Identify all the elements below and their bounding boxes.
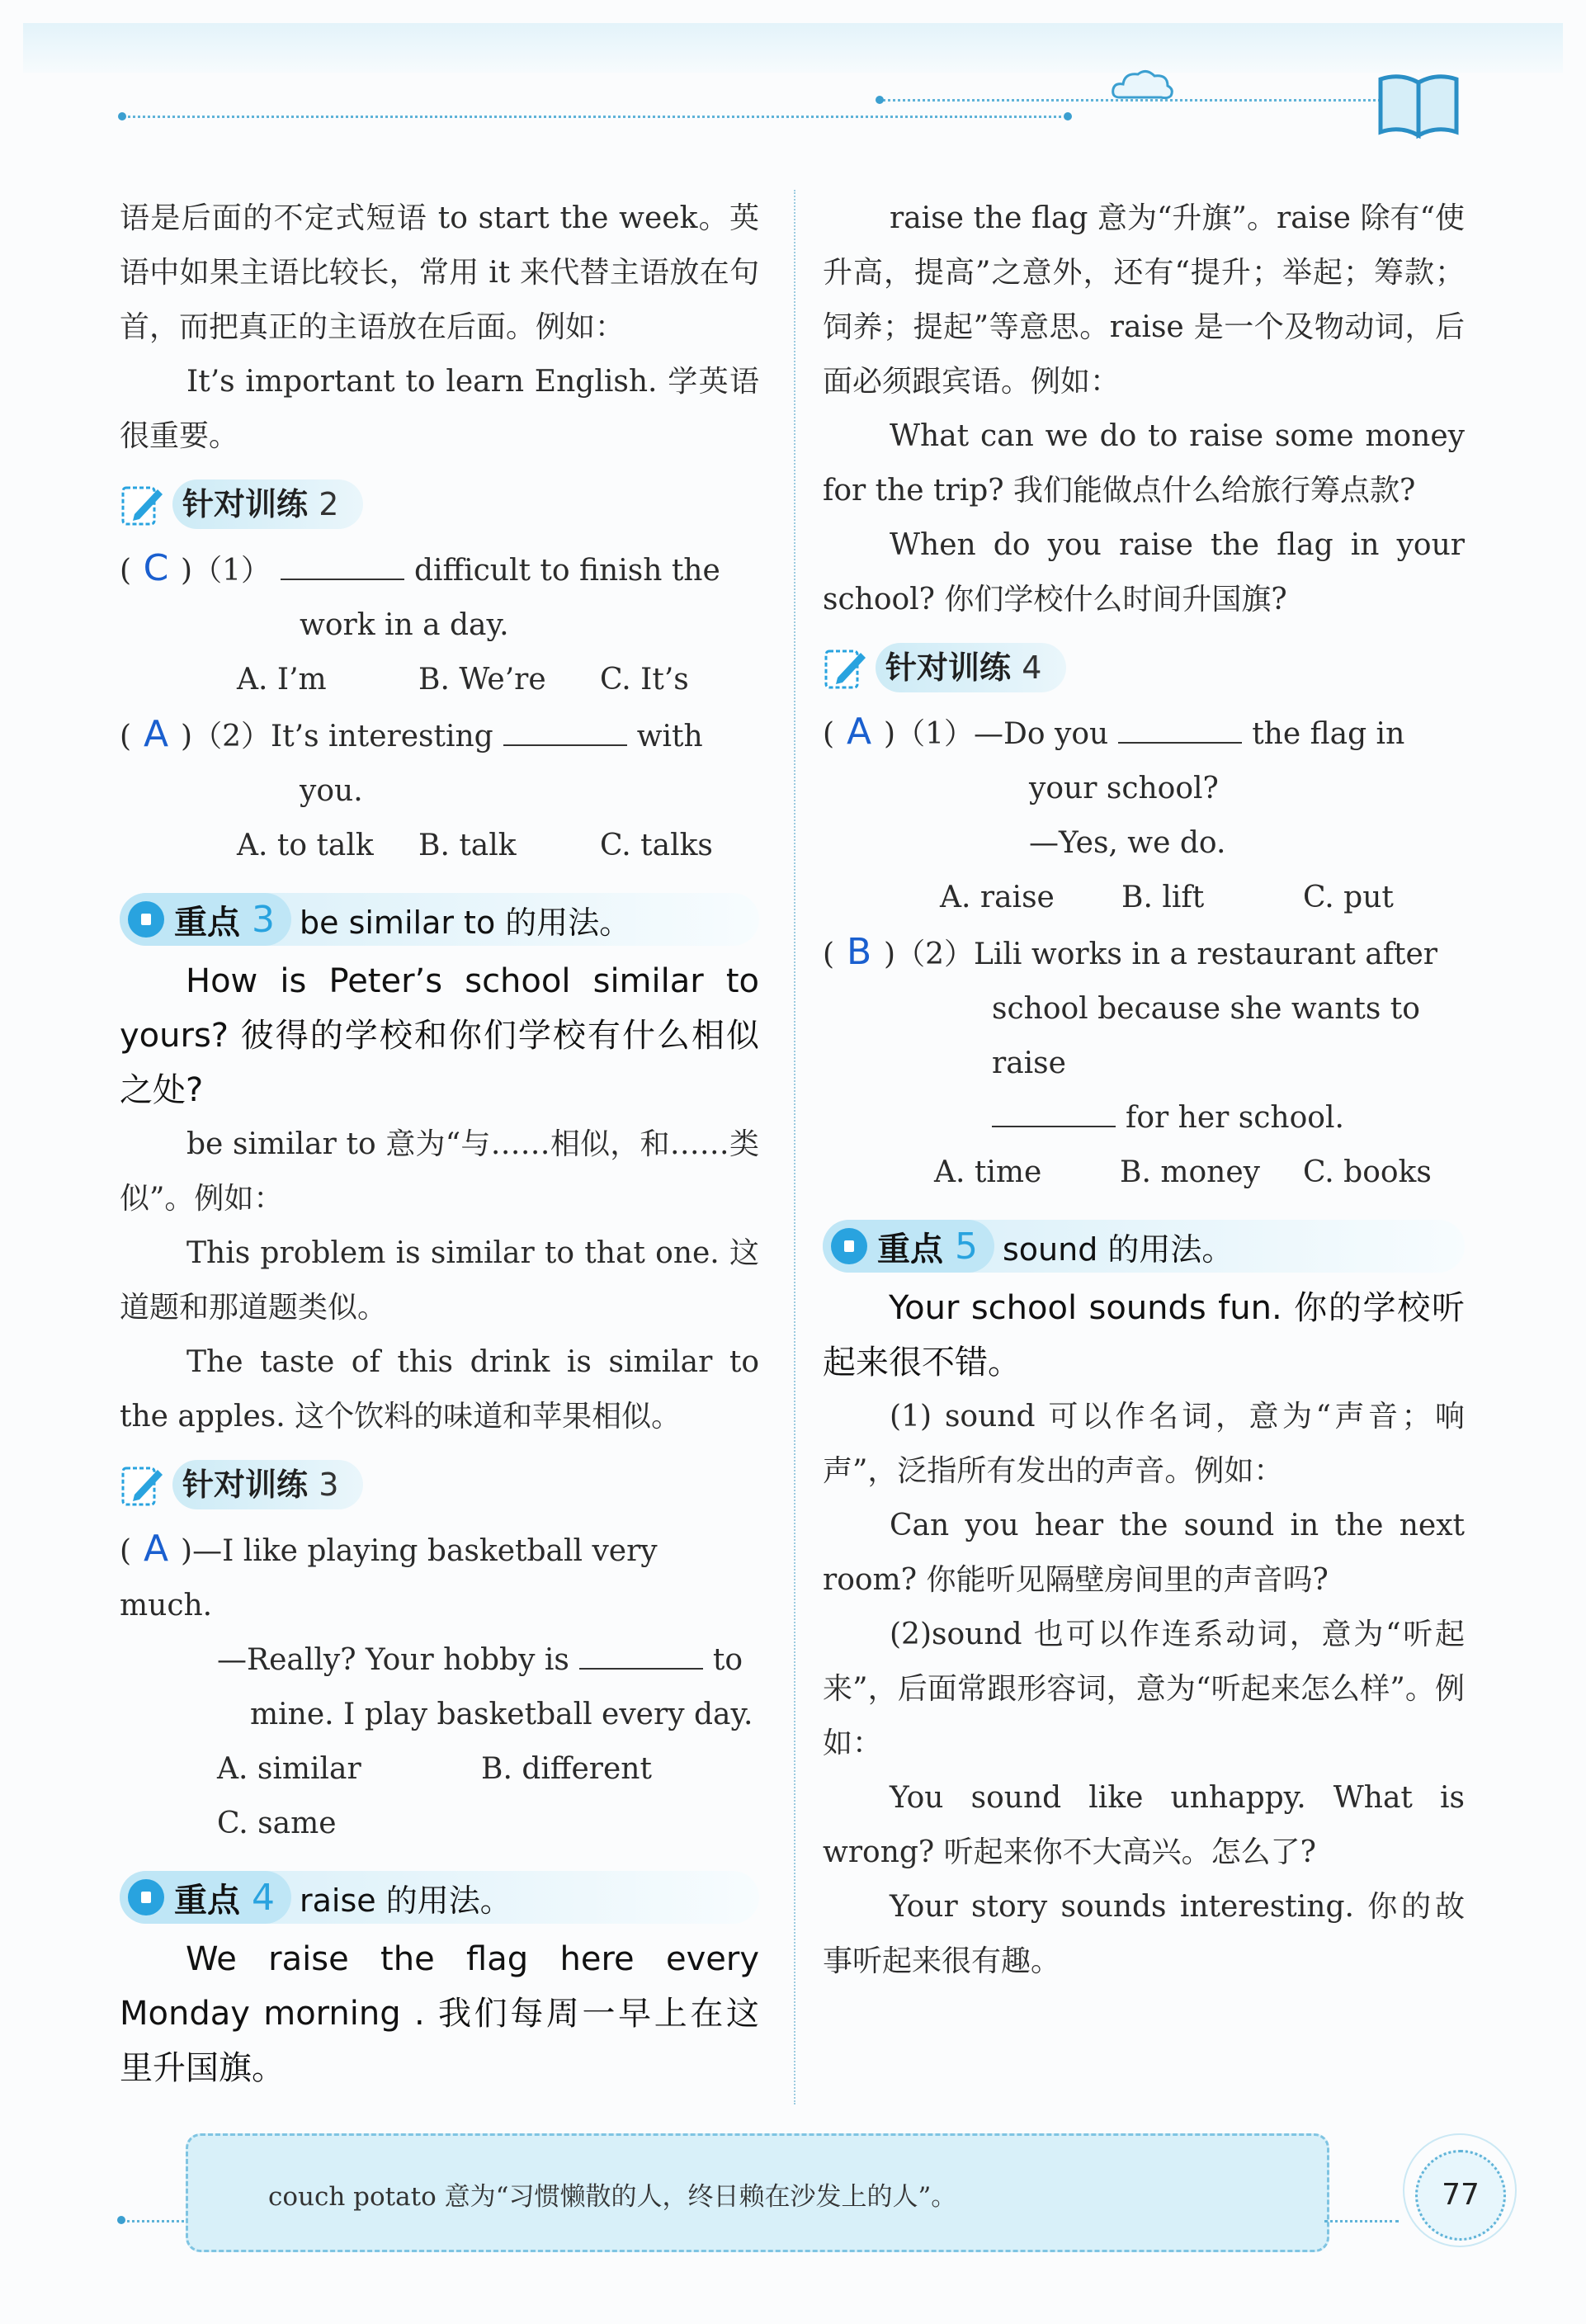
question-1: ( A )（1）—Do you the flag in bbox=[823, 705, 1465, 762]
option: C. books bbox=[1303, 1155, 1432, 1189]
divider-dot bbox=[1064, 112, 1072, 120]
column-divider bbox=[794, 190, 795, 2104]
exercise-title: 针对训练 4 bbox=[876, 643, 1066, 692]
key-point-header-4 bbox=[120, 1871, 759, 1924]
answer-mark: A bbox=[143, 713, 169, 755]
exercise-header-2 bbox=[120, 479, 759, 530]
explanation: raise the flag 意为“升旗”。raise 除有“使升高，提高”之意外，还有“提升；举起；筹款；饲养；提起”等意思。raise 是一个及物动词，后面必须跟宾语。例如： bbox=[823, 201, 1465, 399]
left-column bbox=[120, 191, 759, 2095]
option: C. put bbox=[1303, 881, 1394, 914]
page-number: 77 bbox=[1415, 2150, 1506, 2241]
example-sentence: The taste of this drink is similar to the apples. 这个饮料的味道和苹果相似。 bbox=[120, 1345, 759, 1434]
key-bullet-icon bbox=[128, 1879, 164, 1915]
answer-blank bbox=[992, 1101, 1116, 1127]
key-badge: 重点 3 bbox=[120, 893, 291, 946]
answer-blank bbox=[281, 554, 404, 580]
answer-blank bbox=[579, 1643, 703, 1670]
question-1-cont: your school? bbox=[1029, 772, 1219, 805]
question-1-options bbox=[823, 871, 1465, 925]
answer-mark: A bbox=[846, 711, 872, 753]
explanation: (2)sound 也可以作连系动词，意为“听起来”，后面常跟形容词，意为“听起来怎么样”。例如： bbox=[823, 1618, 1465, 1760]
key-bullet-icon bbox=[128, 901, 164, 938]
question-1: ( C )（1） difficult to finish the bbox=[120, 541, 759, 598]
answer-mark: A bbox=[143, 1528, 169, 1570]
option: A. I’m bbox=[237, 663, 327, 697]
divider-dot bbox=[876, 96, 884, 104]
question-1-options bbox=[120, 1797, 759, 1851]
option: B. We’re bbox=[418, 663, 546, 697]
key-sentence: Your school sounds fun. 你的学校听起来很不错。 bbox=[823, 1289, 1465, 1382]
divider-dot bbox=[118, 112, 126, 120]
option: A. raise bbox=[940, 881, 1055, 914]
pencil-note-icon bbox=[823, 645, 869, 691]
example-sentence: You sound like unhappy. What is wrong? 听起来你不大高兴。怎么了? bbox=[823, 1781, 1465, 1869]
question-1-cont: work in a day. bbox=[300, 608, 509, 642]
question-2: ( B )（2）Lili works in a restaurant after bbox=[823, 925, 1465, 982]
question-2-cont: you. bbox=[300, 774, 363, 808]
footer-divider bbox=[122, 2220, 184, 2222]
intro-paragraph: 语是后面的不定式短语 to start the week。英语中如果主语比较长，常用 it 来代替主语放在句首，而把真正的主语放在后面。例如： bbox=[120, 201, 759, 344]
question-1-options bbox=[120, 1742, 759, 1797]
tip-text: couch potato 意为“习惯懒散的人，终日赖在沙发上的人”。 bbox=[268, 2182, 957, 2212]
exercise-header-4 bbox=[823, 642, 1465, 693]
top-divider bbox=[122, 116, 1067, 118]
question-2: ( A )（2）It’s interesting with bbox=[120, 707, 759, 764]
footer-divider bbox=[1324, 2220, 1399, 2222]
option: B. different bbox=[481, 1752, 652, 1786]
key-title: sound 的用法。 bbox=[1003, 1230, 1234, 1268]
key-sentence: We raise the flag here every Monday morning . 我们每周一早上在这里升国旗。 bbox=[120, 1940, 759, 2087]
key-bullet-icon bbox=[831, 1228, 867, 1264]
answer-blank bbox=[503, 720, 627, 746]
question-1-cont: —Really? Your hobby is to bbox=[217, 1643, 743, 1677]
example-sentence: Your story sounds interesting. 你的故事听起来很有趣。 bbox=[823, 1890, 1465, 1978]
explanation: (1) sound 可以作名词，意为“声音；响声”，泛指所有发出的声音。例如： bbox=[823, 1400, 1465, 1488]
example-sentence: When do you raise the flag in your school? 你们学校什么时间升国旗? bbox=[823, 528, 1465, 616]
option: C. talks bbox=[600, 829, 713, 862]
option: A. similar bbox=[217, 1752, 361, 1786]
question-1-cont: —Yes, we do. bbox=[1029, 826, 1226, 860]
exercise-title: 针对训练 3 bbox=[172, 1460, 363, 1509]
key-badge: 重点 4 bbox=[120, 1871, 291, 1924]
answer-mark: C bbox=[143, 547, 169, 589]
question-1-cont: mine. I play basketball every day. bbox=[250, 1698, 753, 1731]
question-2-cont: school because she wants to raise bbox=[992, 992, 1420, 1080]
answer-mark: B bbox=[846, 931, 872, 973]
divider-dot bbox=[117, 2216, 125, 2224]
example-sentence: It’s important to learn English. 学英语很重要。 bbox=[120, 365, 759, 453]
answer-blank bbox=[1118, 717, 1242, 744]
example-sentence: What can we do to raise some money for the trip? 我们能做点什么给旅行筹点款? bbox=[823, 419, 1465, 508]
explanation: be similar to 意为“与……相似，和……类似”。例如： bbox=[120, 1127, 759, 1216]
book-icon bbox=[1374, 68, 1465, 142]
option: C. It’s bbox=[600, 663, 689, 697]
key-badge: 重点 5 bbox=[823, 1220, 994, 1273]
right-column bbox=[823, 191, 1465, 1989]
cloud-icon bbox=[1110, 66, 1176, 107]
option: B. lift bbox=[1121, 881, 1205, 914]
option: A. to talk bbox=[237, 829, 374, 862]
key-point-header-5 bbox=[823, 1220, 1465, 1273]
example-sentence: Can you hear the sound in the next room? 你能听见隔壁房间里的声音吗? bbox=[823, 1509, 1465, 1597]
question-1: ( A )—I like playing basketball very much. bbox=[120, 1522, 759, 1633]
option: B. money bbox=[1120, 1155, 1260, 1189]
key-sentence: How is Peter’s school similar to yours? 彼得的学校和你们学校有什么相似之处? bbox=[120, 962, 759, 1109]
key-title: raise 的用法。 bbox=[300, 1882, 512, 1919]
key-title: be similar to 的用法。 bbox=[300, 904, 631, 941]
exercise-header-3 bbox=[120, 1459, 759, 1510]
question-1-options bbox=[120, 653, 759, 707]
top-banner bbox=[23, 23, 1563, 73]
option: C. same bbox=[217, 1807, 337, 1840]
key-point-header-3 bbox=[120, 893, 759, 946]
question-2-options bbox=[120, 819, 759, 873]
pencil-note-icon bbox=[120, 481, 166, 527]
question-2-cont: for her school. bbox=[823, 1091, 1465, 1145]
example-sentence: This problem is similar to that one. 这道题和那道题类似。 bbox=[120, 1236, 759, 1325]
option: B. talk bbox=[418, 829, 517, 862]
option: A. time bbox=[934, 1155, 1042, 1189]
question-2-options bbox=[823, 1145, 1465, 1200]
pencil-note-icon bbox=[120, 1462, 166, 1508]
exercise-title: 针对训练 2 bbox=[172, 479, 363, 529]
